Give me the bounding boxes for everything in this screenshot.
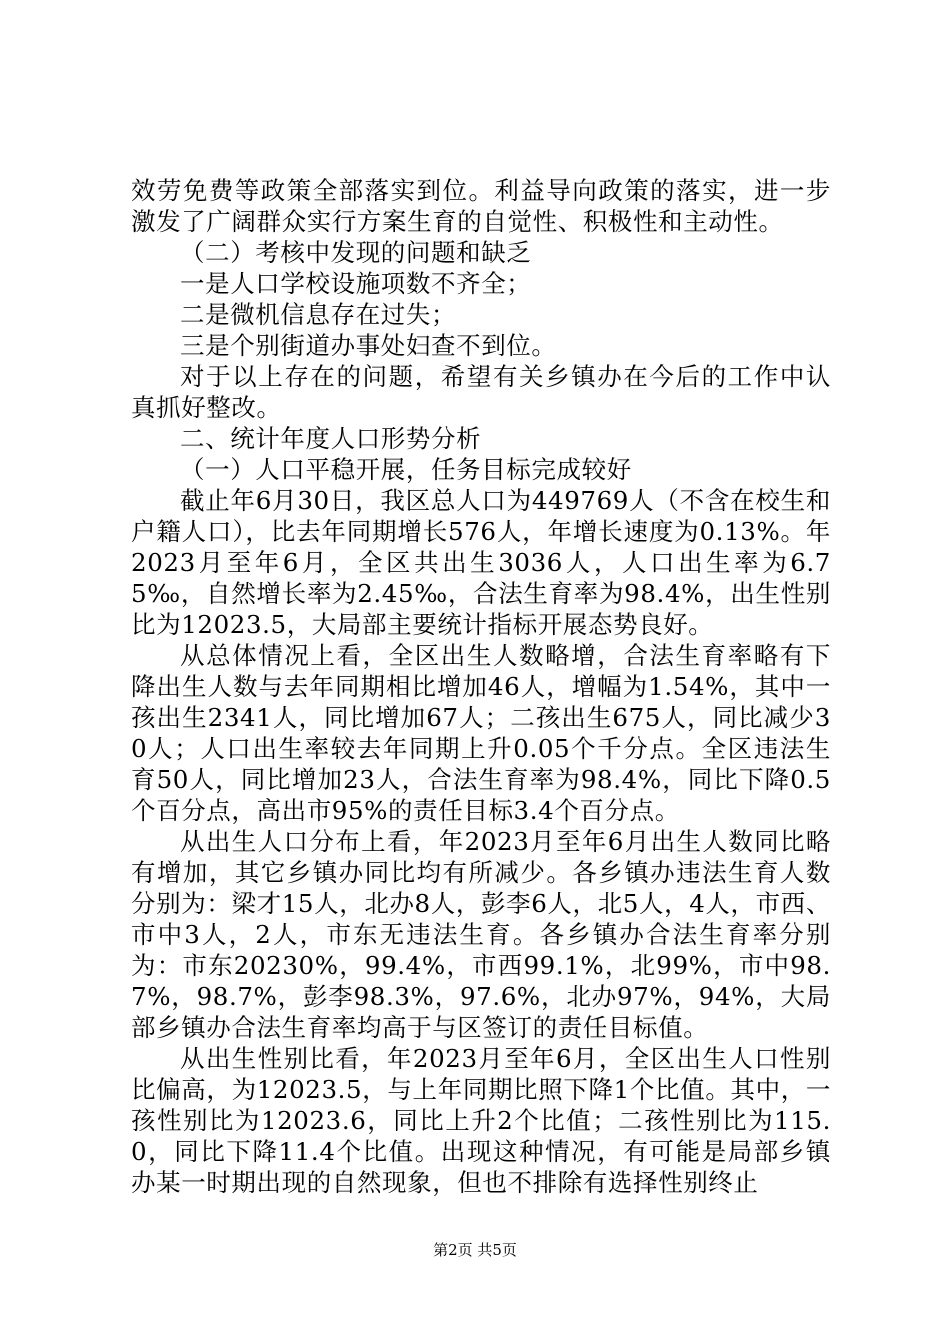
page-footer <box>0 1240 950 1260</box>
list-item: 二是微机信息存在过失； <box>180 300 457 329</box>
section-heading: （二）考核中发现的问题和缺乏 <box>180 238 532 267</box>
section-heading: 二、统计年度人口形势分析 <box>180 424 482 453</box>
paragraph: 从出生人口分布上看，年2023月至年6月出生人数同比略有增加，其它乡镇办同比均有所减少。各乡镇办违法生育人数分别为：梁才15人，北办8人，彭李6人，北5人，4人，市西、市中3人，2人，市东无违法生育。各乡镇办合法生育率分别为：市东20230%，99.4%，市西99.1%，北99%，市中98.7%，98.7%，彭李98.3%，97.6%，北办97%，94%，大局部乡镇办合法生育率均高于与区签订的责任目标值。 <box>131 827 831 1042</box>
paragraph: 效劳免费等政策全部落实到位。利益导向政策的落实，进一步激发了广阔群众实行方案生育的自觉性、积极性和主动性。 <box>131 176 831 236</box>
paragraph: 从出生性别比看，年2023月至年6月，全区出生人口性别比偏高，为12023.5，与上年同期比照下降1个比值。其中，一孩性别比为12023.6，同比上升2个比值；二孩性别比为115.0，同比下降11.4个比值。出现这种情况，有可能是局部乡镇办某一时期出现的自然现象，但也不排除有选择性别终止 <box>131 1044 831 1197</box>
paragraph: 截止年6月30日，我区总人口为449769人（不含在校生和户籍人口），比去年同期增长576人，年增长速度为0.13%。年2023月至年6月，全区共出生3036人，人口出生率为6.75‰，自然增长率为2.45‰，合法生育率为98.4%，出生性别比为12023.5，大局部主要统计指标开展态势良好。 <box>131 486 831 639</box>
list-item: 一是人口学校设施项数不齐全； <box>180 269 532 298</box>
document-body <box>131 175 831 1198</box>
page-number: 第2页 共5页 <box>433 1241 517 1259</box>
paragraph: 对于以上存在的问题，希望有关乡镇办在今后的工作中认真抓好整改。 <box>131 362 831 422</box>
paragraph: 从总体情况上看，全区出生人数略增，合法生育率略有下降出生人数与去年同期相比增加46人，增幅为1.54%，其中一孩出生2341人，同比增加67人；二孩出生675人，同比减少30人；人口出生率较去年同期上升0.05个千分点。全区违法生育50人，同比增加23人，合法生育率为98.4%，同比下降0.5个百分点，高出市95%的责任目标3.4个百分点。 <box>131 641 831 825</box>
list-item: 三是个别街道办事处妇查不到位。 <box>180 331 557 360</box>
section-heading: （一）人口平稳开展，任务目标完成较好 <box>180 455 632 484</box>
